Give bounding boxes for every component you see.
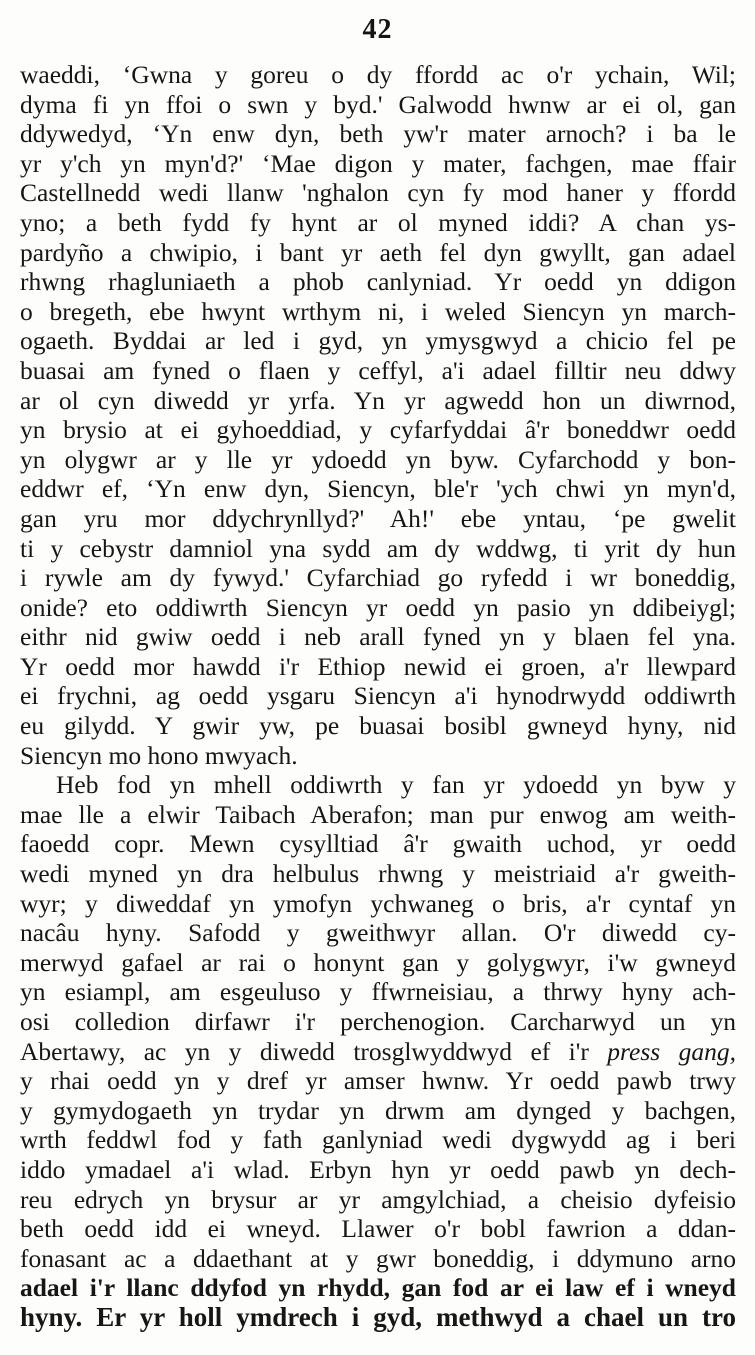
text-line: nacâu hyny. Safodd y gweithwyr allan. O'r diwedd cy- xyxy=(20,918,736,948)
text-line: yno; a beth fydd fy hynt ar ol myned iddi? A chan ys- xyxy=(20,207,736,237)
text-line: gan yru mor ddychrynllyd?' Ah!' ebe yntau, ‘pe gwelit xyxy=(20,503,736,533)
text-line: fonasant ac a ddaethant at y gwr boneddig, i ddymuno arno xyxy=(20,1243,736,1273)
italic-phrase: press gang, xyxy=(607,1036,736,1066)
text-line: onide? eto oddiwrth Siencyn yr oedd yn pasio yn ddibeiygl; xyxy=(20,592,736,622)
text-line: yn olygwr ar y lle yr ydoedd yn byw. Cyfarchodd y bon- xyxy=(20,444,736,474)
text-line: wedi myned yn dra helbulus rhwng y meistriaid a'r gweith- xyxy=(20,859,736,889)
text-line: faoedd copr. Mewn cysylltiad â'r gwaith uchod, yr oedd xyxy=(20,829,736,859)
text-line: yn brysio at ei gyhoeddiad, y cyfarfyddai â'r boneddwr oedd xyxy=(20,415,736,445)
text-line: y rhai oedd yn y dref yr amser hwnw. Yr oedd pawb trwy xyxy=(20,1066,736,1096)
text-line: ddywedyd, ‘Yn enw dyn, beth yw'r mater arnoch? i ba le xyxy=(20,119,736,149)
text-line: wyr; y diweddaf yn ymofyn ychwaneg o bris, a'r cyntaf yn xyxy=(20,888,736,918)
text-line: pardyño a chwipio, i bant yr aeth fel dyn gwyllt, gan adael xyxy=(20,237,736,267)
text-line: dyma fi yn ffoi o swn y byd.' Galwodd hwnw ar ei ol, gan xyxy=(20,89,736,119)
text-line: rhwng rhagluniaeth a phob canlyniad. Yr oedd yn ddigon xyxy=(20,267,736,297)
text-line: y gymydogaeth yn trydar yn drwm am dynged y bachgen, xyxy=(20,1095,736,1125)
text-line-with-italic xyxy=(20,1037,736,1067)
text-line: eu gilydd. Y gwir yw, pe buasai bosibl gwneyd hyny, nid xyxy=(20,711,736,741)
paragraph-1 xyxy=(20,60,736,770)
text-line: yr y'ch yn myn'd?' ‘Mae digon y mater, fachgen, mae ffair xyxy=(20,148,736,178)
text-line: mae lle a elwir Taibach Aberafon; man pur enwog am weith- xyxy=(20,799,736,829)
text-line: Castellnedd wedi llanw 'nghalon cyn fy mod haner y ffordd xyxy=(20,178,736,208)
text-line: adael i'r llanc ddyfod yn rhydd, gan fod ar ei law ef i wneyd xyxy=(20,1273,736,1303)
text-segment: Abertawy, ac yn y diwedd trosglwyddwyd ef i'r xyxy=(20,1036,608,1066)
text-line: o bregeth, ebe hwynt wrthym ni, i weled Siencyn yn march- xyxy=(20,296,736,326)
paragraph-2 xyxy=(20,770,736,1332)
text-line: buasai am fyned o flaen y ceffyl, a'i adael filltir neu ddwy xyxy=(20,355,736,385)
text-line: reu edrych yn brysur ar yr amgylchiad, a cheisio dyfeisio xyxy=(20,1184,736,1214)
page-number: 42 xyxy=(362,14,393,45)
text-line: osi colledion dirfawr i'r perchenogion. Carcharwyd un yn xyxy=(20,1007,736,1036)
text-line: beth oedd idd ei wneyd. Llawer o'r bobl fawrion a ddan- xyxy=(20,1214,736,1244)
text-line: iddo ymadael a'i wlad. Erbyn hyn yr oedd pawb yn dech- xyxy=(20,1154,736,1184)
text-line: Siencyn mo hono mwyach. xyxy=(20,740,298,770)
body-text xyxy=(20,60,736,1333)
text-line: i rywle am dy fywyd.' Cyfarchiad go ryfedd i wr boneddig, xyxy=(20,563,736,593)
text-line: Yr oedd mor hawdd i'r Ethiop newid ei groen, a'r llewpard xyxy=(20,651,736,681)
text-line: eithr nid gwiw oedd i neb arall fyned yn y blaen fel yna. xyxy=(20,622,736,652)
text-line: wrth feddwl fod y fath ganlyniad wedi dygwydd ag i beri xyxy=(20,1125,736,1155)
text-line: ogaeth. Byddai ar led i gyd, yn ymysgwyd a chicio fel pe xyxy=(20,326,736,356)
text-line: eddwr ef, ‘Yn enw dyn, Siencyn, ble'r 'ych chwi yn myn'd, xyxy=(20,474,736,504)
text-line: hyny. Er yr holl ymdrech i gyd, methwyd a chael un tro xyxy=(20,1301,736,1332)
text-line: ei frychni, ag oedd ysgaru Siencyn a'i hynodrwydd oddiwrth xyxy=(20,681,736,711)
text-line: waeddi, ‘Gwna y goreu o dy ffordd ac o'r ychain, Wil; xyxy=(20,60,736,89)
text-line: Heb fod yn mhell oddiwrth y fan yr ydoedd yn byw y xyxy=(56,770,736,800)
text-line: yn esiampl, am esgeuluso y ffwrneisiau, a thrwy hyny ach- xyxy=(20,977,736,1007)
text-line: merwyd gafael ar rai o honynt gan y golygwyr, i'w gwneyd xyxy=(20,947,736,977)
text-line: ar ol cyn diwedd yr yrfa. Yn yr agwedd hon un diwrnod, xyxy=(20,385,736,415)
text-line: ti y cebystr damniol yna sydd am dy wddwg, ti yrit dy hun xyxy=(20,533,736,563)
